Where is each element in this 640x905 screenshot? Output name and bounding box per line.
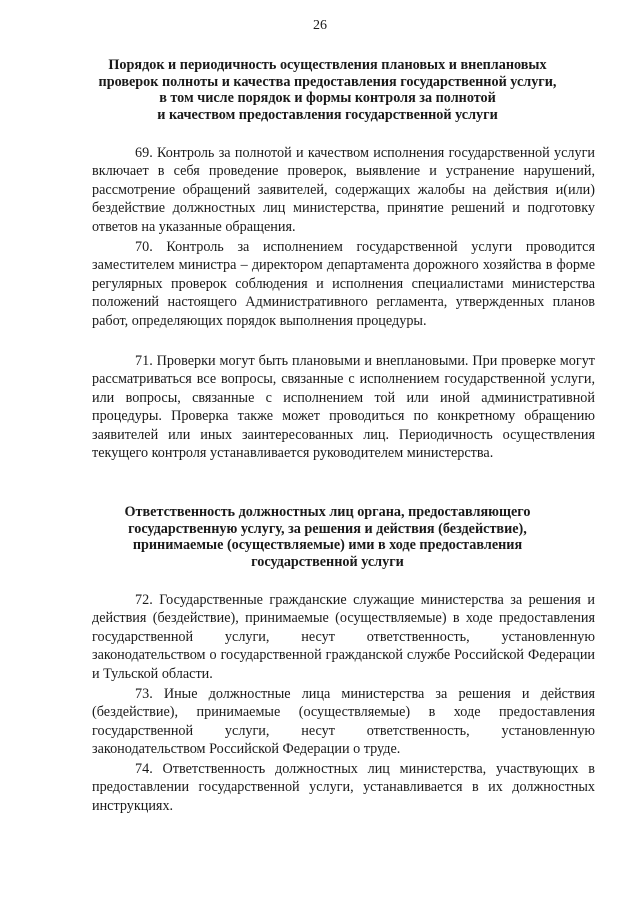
heading-line: Ответственность должностных лиц органа, предоставляющего xyxy=(124,504,531,520)
heading-line: принимаемые (осуществляемые) ими в ходе предоставления xyxy=(132,537,523,554)
paragraph-74: 74. Ответственность должностных лиц министерства, участвующих в предоставлении государственной услуги, устанавливается в их должностных инструкциях. xyxy=(92,761,595,814)
heading-line: в том числе порядок и формы контроля за полнотой xyxy=(159,90,496,107)
paragraph-69: 69. Контроль за полнотой и качеством исполнения государственной услуги включает в себя проведение проверок, выявление и устранение нарушений, рассмотрение обращений заявителей, содержащих жалобы на действия и(или) бездействие должностных лиц министерства, принятие решений и подготовку ответов на указанные обращения. xyxy=(92,145,595,235)
section-heading-responsibility xyxy=(80,504,575,570)
paragraph-71: 71. Проверки могут быть плановыми и внеплановыми. При проверке могут рассматриваться все вопросы, связанные с исполнением государственной услуги, или вопросы, связанные с исполнением той или иной административной процедуры. Проверка также может проводиться по конкретному обращению заявителей или иных заинтересованных лиц. Периодичность осуществления текущего контроля устанавливается руководителем министерства. xyxy=(92,353,595,462)
paragraph-70: 70. Контроль за исполнением государственной услуги проводится заместителем министра – директором департамента дорожного хозяйства в форме регулярных проверок соблюдения и исполнения специалистами министерства положений настоящего Административного регламента, утвержденных планов работ, определяющих порядок выполнения процедуры. xyxy=(92,239,595,329)
paragraph-73: 73. Иные должностные лица министерства за решения и действия (бездействие), принимаемые (осуществляемые) в ходе предоставления государственной услуги, несут ответственность, установленную законодательством Российской Федерации о труде. xyxy=(92,686,595,758)
page-number: 26 xyxy=(313,18,327,33)
heading-line: государственной услуги xyxy=(251,553,404,570)
heading-line: проверок полноты и качества предоставления государственной услуги, xyxy=(98,73,557,90)
section-heading-control xyxy=(80,57,575,123)
heading-line: государственную услугу, за решения и действия (бездействие), xyxy=(128,520,527,537)
heading-line: и качеством предоставления государственной услуги xyxy=(157,106,498,123)
paragraph-72: 72. Государственные гражданские служащие министерства за решения и действия (бездействие), принимаемые (осуществляемые) в ходе предоставления государственной услуги, несут ответственность, установленную законодательством о государственной гражданской службе Российской Федерации и Тульской области. xyxy=(92,592,595,682)
heading-line: Порядок и периодичность осуществления плановых и внеплановых xyxy=(108,57,547,73)
